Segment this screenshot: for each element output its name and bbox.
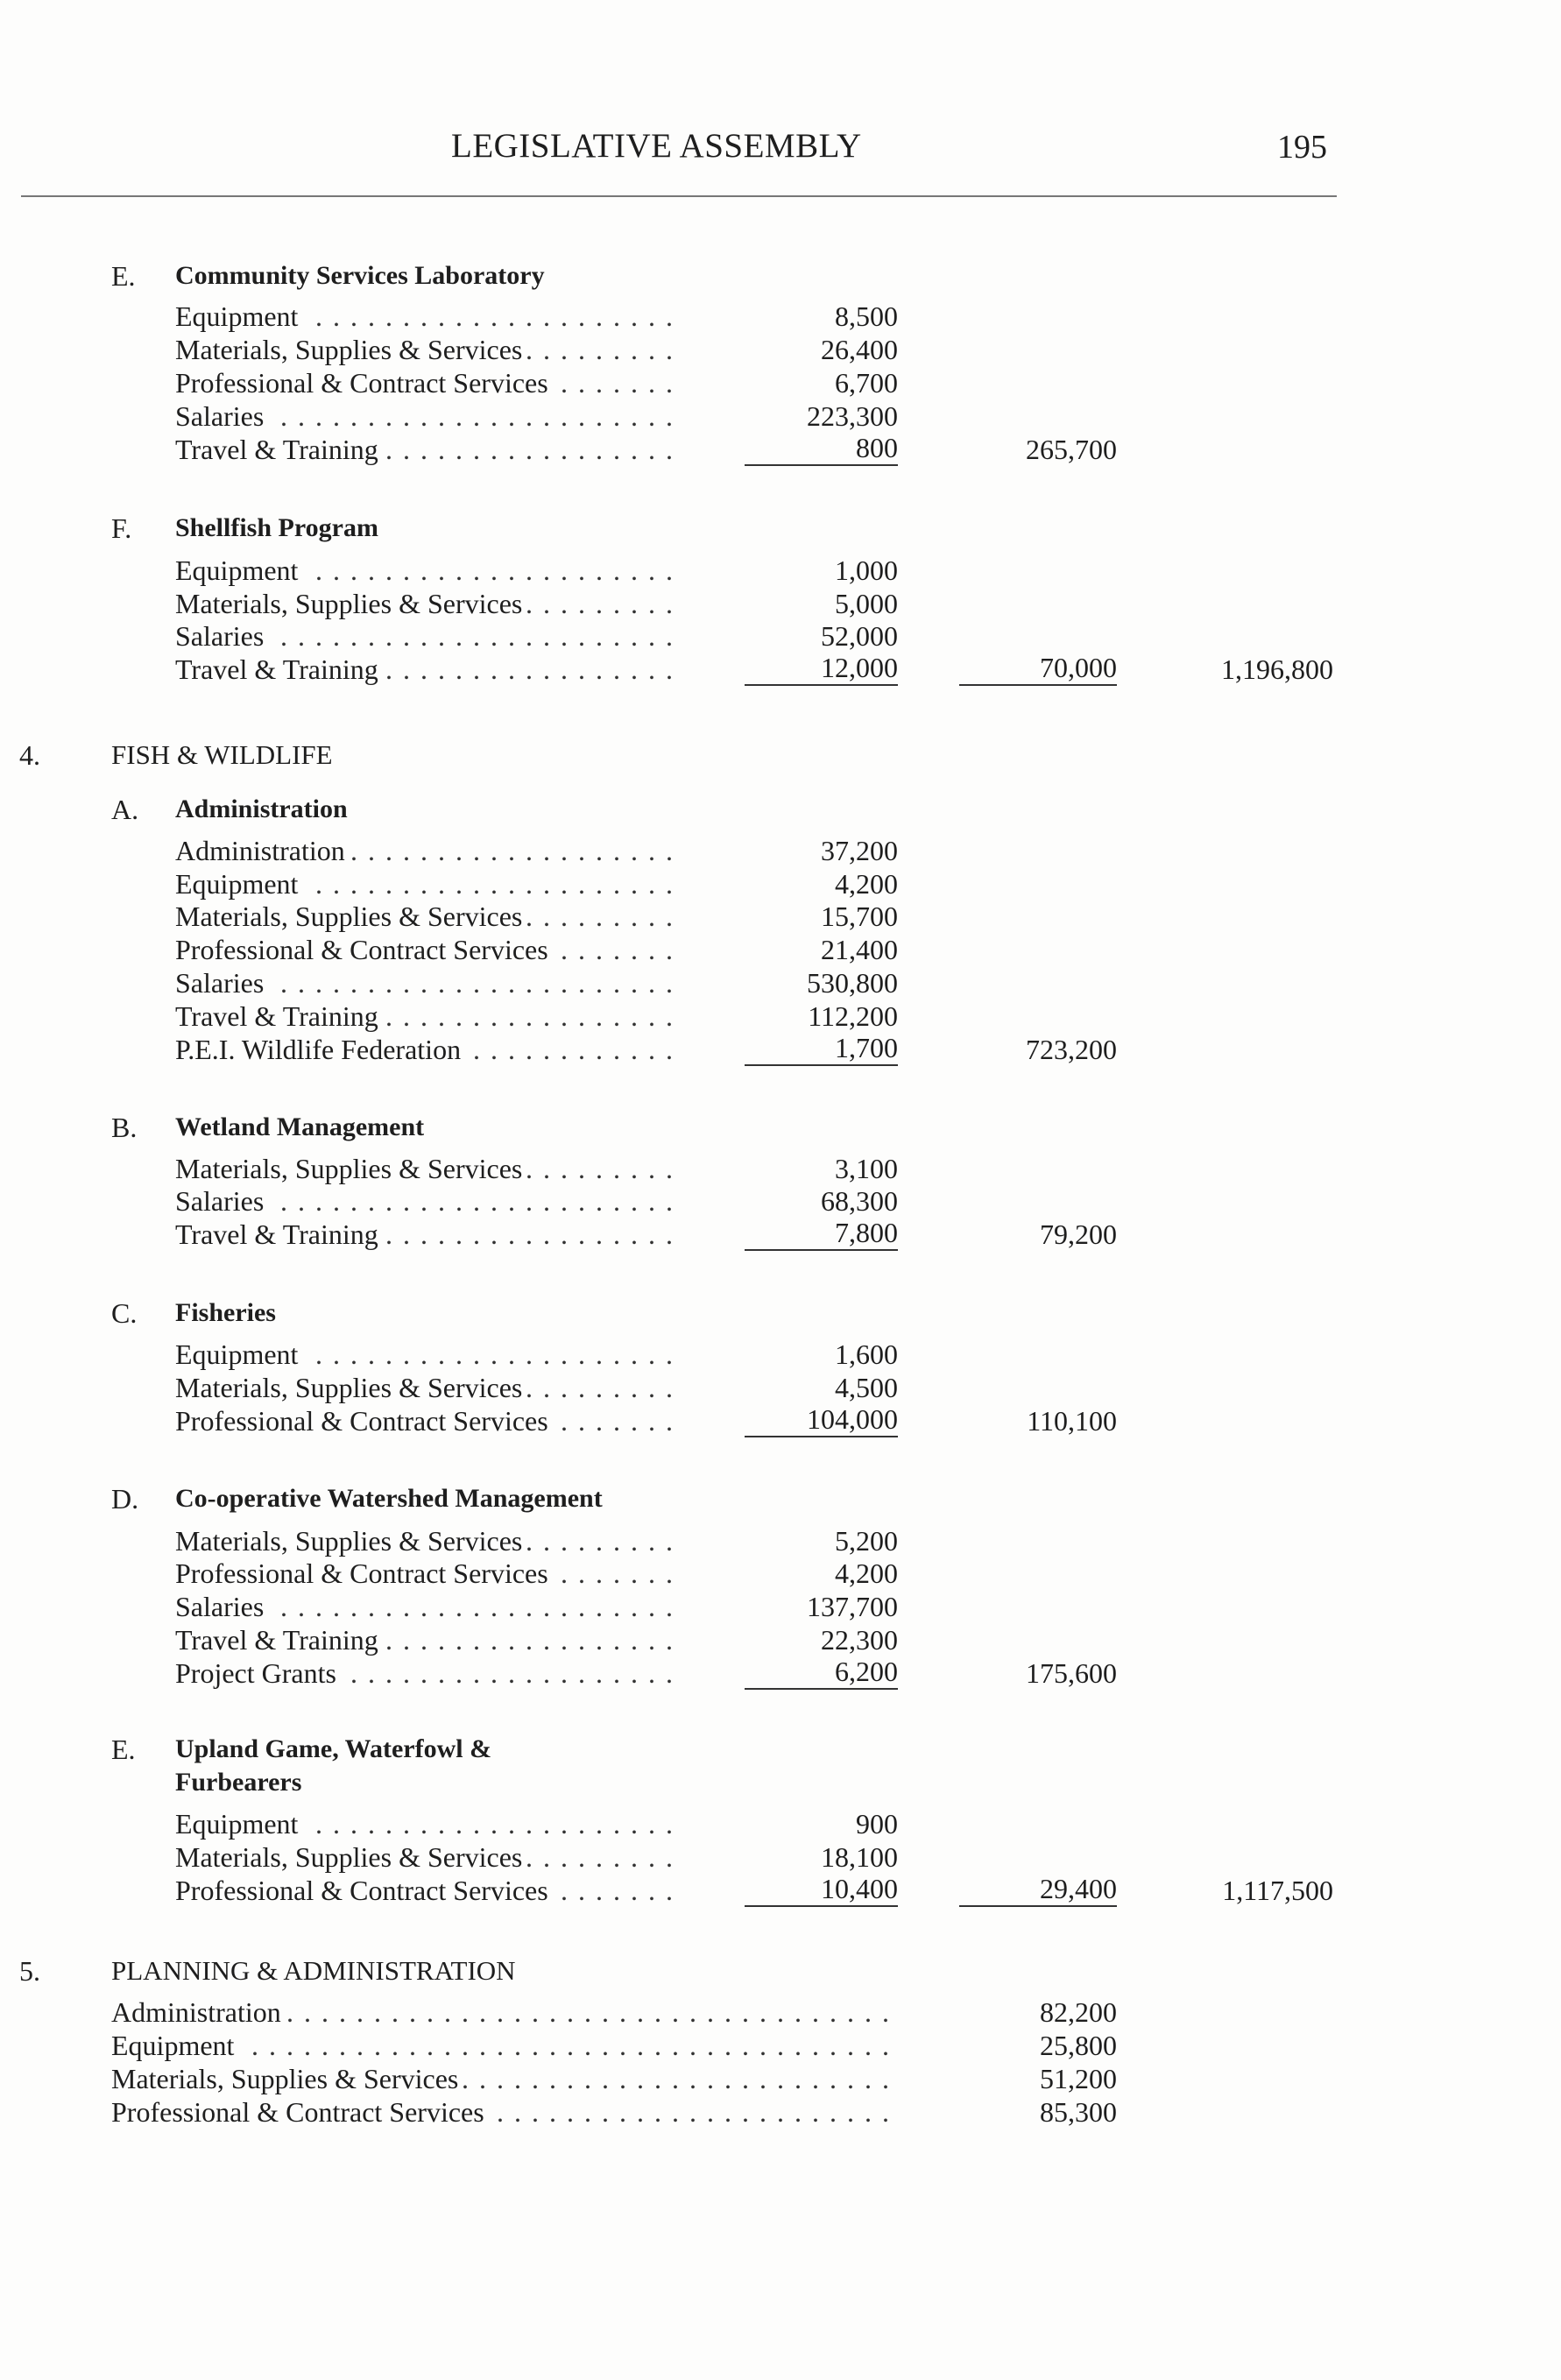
subtotal-amount: 175,600 — [1026, 1657, 1117, 1689]
line-item-amount: 112,200 — [808, 1000, 898, 1032]
line-item-label — [175, 587, 678, 620]
line-item-amount: 3,100 — [835, 1153, 898, 1184]
line-item-label — [175, 966, 678, 999]
subsection-title: Fisheries — [175, 1298, 276, 1327]
line-item-text: Equipment — [111, 2030, 239, 2061]
line-item-row — [0, 554, 1561, 587]
line-item-amount: 1,000 — [835, 554, 898, 586]
line-item-row — [0, 433, 1561, 466]
line-item-text: Travel & Training — [175, 1218, 384, 1250]
line-item-amount: 37,200 — [821, 835, 898, 866]
subsection-title: Community Services Laboratory — [175, 261, 545, 290]
subsection-letter: F. — [111, 512, 132, 544]
subtotal-amount: 29,400 — [959, 1874, 1117, 1907]
line-item-text: Materials, Supplies & Services — [175, 1525, 527, 1557]
line-item-label — [175, 1840, 678, 1874]
line-item-row — [0, 1404, 1561, 1437]
line-item-label — [175, 900, 678, 933]
line-item-label — [111, 2029, 900, 2062]
line-item-row — [0, 1874, 1561, 1907]
line-item-label — [175, 1033, 678, 1066]
line-item-text: Materials, Supplies & Services — [175, 1841, 527, 1873]
subtotal-amount: 70,000 — [959, 653, 1117, 686]
line-item-text: Travel & Training — [175, 434, 384, 465]
line-item-text: Equipment — [175, 300, 303, 332]
line-item-row — [0, 619, 1561, 653]
line-item-label — [111, 2095, 900, 2129]
line-item-label — [175, 867, 678, 900]
line-item-row — [0, 366, 1561, 399]
subtotal-amount: 51,200 — [1040, 2063, 1117, 2094]
subsection-heading-row — [0, 1733, 1561, 1766]
line-item-row — [0, 2062, 1561, 2095]
line-item-label — [175, 619, 678, 653]
line-item-amount: 6,200 — [745, 1656, 898, 1690]
line-item-amount: 800 — [745, 433, 898, 466]
line-item-row — [0, 1557, 1561, 1590]
line-item-row — [0, 587, 1561, 620]
subsection-letter: B. — [111, 1112, 138, 1143]
subsection-title: Wetland Management — [175, 1112, 425, 1141]
line-item-text: Travel & Training — [175, 1624, 384, 1656]
line-item-text: Project Grants — [175, 1657, 342, 1689]
line-item-amount: 4,500 — [835, 1372, 898, 1403]
subsection-heading-row — [0, 512, 1561, 545]
line-item-label — [175, 653, 678, 686]
subsection-heading-row — [0, 1766, 1561, 1799]
line-item-amount: 5,000 — [835, 588, 898, 619]
subsection-title: Administration — [175, 795, 348, 823]
subsection-heading-row — [0, 259, 1561, 293]
line-item-row — [0, 1218, 1561, 1251]
line-item-text: Professional & Contract Services — [175, 367, 554, 399]
subtotal-amount: 723,200 — [1026, 1034, 1117, 1065]
line-item-row — [0, 399, 1561, 433]
line-item-label — [175, 1557, 678, 1590]
line-item-label — [175, 399, 678, 433]
line-item-row — [0, 333, 1561, 366]
line-item-label — [175, 1656, 678, 1690]
line-item-text: Professional & Contract Services — [175, 1875, 554, 1906]
line-item-text: Equipment — [175, 554, 303, 586]
line-item-text: Salaries — [175, 400, 269, 432]
line-item-amount: 8,500 — [835, 300, 898, 332]
line-item-text: Materials, Supplies & Services — [175, 1153, 527, 1184]
line-item-row — [0, 1033, 1561, 1066]
subsection-heading-row — [0, 1482, 1561, 1515]
line-item-amount: 4,200 — [835, 868, 898, 900]
line-item-label — [175, 1218, 678, 1251]
subsection-letter: A. — [111, 794, 139, 825]
line-item-label — [175, 1404, 678, 1437]
subtotal-amount: 82,200 — [1040, 1996, 1117, 2028]
line-item-text: P.E.I. Wildlife Federation — [175, 1034, 466, 1065]
line-item-amount: 12,000 — [745, 653, 898, 686]
section-title: FISH & WILDLIFE — [111, 739, 333, 770]
line-item-amount: 4,200 — [835, 1557, 898, 1589]
line-item-amount: 104,000 — [745, 1404, 898, 1437]
header-divider — [21, 195, 1337, 197]
line-item-amount: 1,700 — [745, 1033, 898, 1066]
line-item-text: Equipment — [175, 868, 303, 900]
subsection-letter: E. — [111, 1734, 136, 1765]
subtotal-amount: 110,100 — [1027, 1405, 1117, 1437]
line-item-text: Salaries — [175, 1185, 269, 1217]
line-item-text: Travel & Training — [175, 1000, 384, 1032]
line-item-amount: 52,000 — [821, 620, 898, 652]
line-item-label — [111, 1995, 900, 2029]
line-item-row — [0, 1184, 1561, 1218]
line-item-amount: 15,700 — [821, 900, 898, 932]
section-number: 4. — [19, 739, 40, 771]
line-item-row — [0, 1995, 1561, 2029]
line-item-label — [175, 1807, 678, 1840]
line-item-text: Materials, Supplies & Services — [111, 2063, 463, 2094]
line-item-amount: 6,700 — [835, 367, 898, 399]
line-item-text: Salaries — [175, 1591, 269, 1622]
line-item-text: Professional & Contract Services — [175, 1557, 554, 1589]
line-item-text: Materials, Supplies & Services — [175, 1372, 527, 1403]
line-item-amount: 10,400 — [745, 1874, 898, 1907]
line-item-row — [0, 966, 1561, 999]
line-item-row — [0, 1338, 1561, 1371]
line-item-amount: 530,800 — [807, 967, 898, 999]
line-item-row — [0, 933, 1561, 966]
line-item-amount: 22,300 — [821, 1624, 898, 1656]
line-item-label — [111, 2062, 900, 2095]
line-item-row — [0, 1840, 1561, 1874]
subtotal-amount: 265,700 — [1026, 434, 1117, 465]
line-item-label — [175, 300, 678, 333]
line-item-row — [0, 653, 1561, 686]
line-item-text: Professional & Contract Services — [111, 2096, 490, 2128]
line-item-label — [175, 1874, 678, 1907]
section-title: PLANNING & ADMINISTRATION — [111, 1955, 516, 1986]
subsection-title: Co-operative Watershed Management — [175, 1484, 603, 1513]
line-item-label — [175, 933, 678, 966]
line-item-row — [0, 834, 1561, 867]
line-item-row — [0, 1656, 1561, 1690]
subsection-title: Shellfish Program — [175, 513, 378, 542]
line-item-amount: 1,600 — [835, 1338, 898, 1370]
line-item-text: Materials, Supplies & Services — [175, 900, 527, 932]
line-item-row — [0, 2095, 1561, 2129]
line-item-row — [0, 2029, 1561, 2062]
total-amount: 1,196,800 — [1221, 653, 1333, 685]
line-item-amount: 68,300 — [821, 1185, 898, 1217]
line-item-text: Administration — [175, 835, 350, 866]
line-item-label — [175, 554, 678, 587]
line-item-row — [0, 1524, 1561, 1557]
line-item-amount: 900 — [856, 1808, 898, 1840]
line-item-amount: 26,400 — [821, 334, 898, 365]
line-item-row — [0, 1807, 1561, 1840]
line-item-amount: 5,200 — [835, 1525, 898, 1557]
line-item-row — [0, 1152, 1561, 1185]
line-item-row — [0, 867, 1561, 900]
subsection-heading-row — [0, 1111, 1561, 1144]
subtotal-amount: 25,800 — [1040, 2030, 1117, 2061]
line-item-text: Materials, Supplies & Services — [175, 334, 527, 365]
line-item-row — [0, 1623, 1561, 1656]
line-item-label — [175, 1184, 678, 1218]
line-item-text: Professional & Contract Services — [175, 934, 554, 965]
line-item-amount: 223,300 — [807, 400, 898, 432]
line-item-text: Materials, Supplies & Services — [175, 588, 527, 619]
line-item-text: Professional & Contract Services — [175, 1405, 554, 1437]
line-item-label — [175, 1623, 678, 1656]
line-item-text: Salaries — [175, 620, 269, 652]
section-number: 5. — [19, 1955, 40, 1987]
page-number: 195 — [1277, 129, 1327, 166]
line-item-label — [175, 1524, 678, 1557]
line-item-amount: 18,100 — [821, 1841, 898, 1873]
page-header-title: LEGISLATIVE ASSEMBLY — [451, 127, 862, 165]
section-heading-row — [0, 1954, 1561, 1988]
subsection-title: Upland Game, Waterfowl & — [175, 1734, 492, 1763]
line-item-text: Travel & Training — [175, 653, 384, 685]
subsection-letter: E. — [111, 260, 136, 292]
line-item-label — [175, 834, 678, 867]
subsection-title: Furbearers — [175, 1768, 302, 1797]
subsection-letter: C. — [111, 1297, 138, 1329]
line-item-amount: 7,800 — [745, 1218, 898, 1251]
subtotal-amount: 79,200 — [1040, 1218, 1117, 1250]
line-item-row — [0, 1590, 1561, 1623]
line-item-row — [0, 1371, 1561, 1404]
line-item-text: Salaries — [175, 967, 269, 999]
line-item-label — [175, 333, 678, 366]
line-item-label — [175, 999, 678, 1033]
subsection-heading-row — [0, 793, 1561, 826]
line-item-label — [175, 366, 678, 399]
line-item-label — [175, 1338, 678, 1371]
subtotal-amount: 85,300 — [1040, 2096, 1117, 2128]
line-item-label — [175, 1152, 678, 1185]
line-item-text: Equipment — [175, 1808, 303, 1840]
total-amount: 1,117,500 — [1222, 1875, 1333, 1906]
section-heading-row — [0, 738, 1561, 772]
line-item-row — [0, 300, 1561, 333]
line-item-text: Equipment — [175, 1338, 303, 1370]
line-item-text: Administration — [111, 1996, 286, 2028]
subsection-heading-row — [0, 1296, 1561, 1330]
line-item-label — [175, 433, 678, 466]
line-item-amount: 137,700 — [807, 1591, 898, 1622]
line-item-label — [175, 1590, 678, 1623]
subsection-letter: D. — [111, 1483, 139, 1515]
line-item-row — [0, 900, 1561, 933]
line-item-row — [0, 999, 1561, 1033]
line-item-label — [175, 1371, 678, 1404]
line-item-amount: 21,400 — [821, 934, 898, 965]
